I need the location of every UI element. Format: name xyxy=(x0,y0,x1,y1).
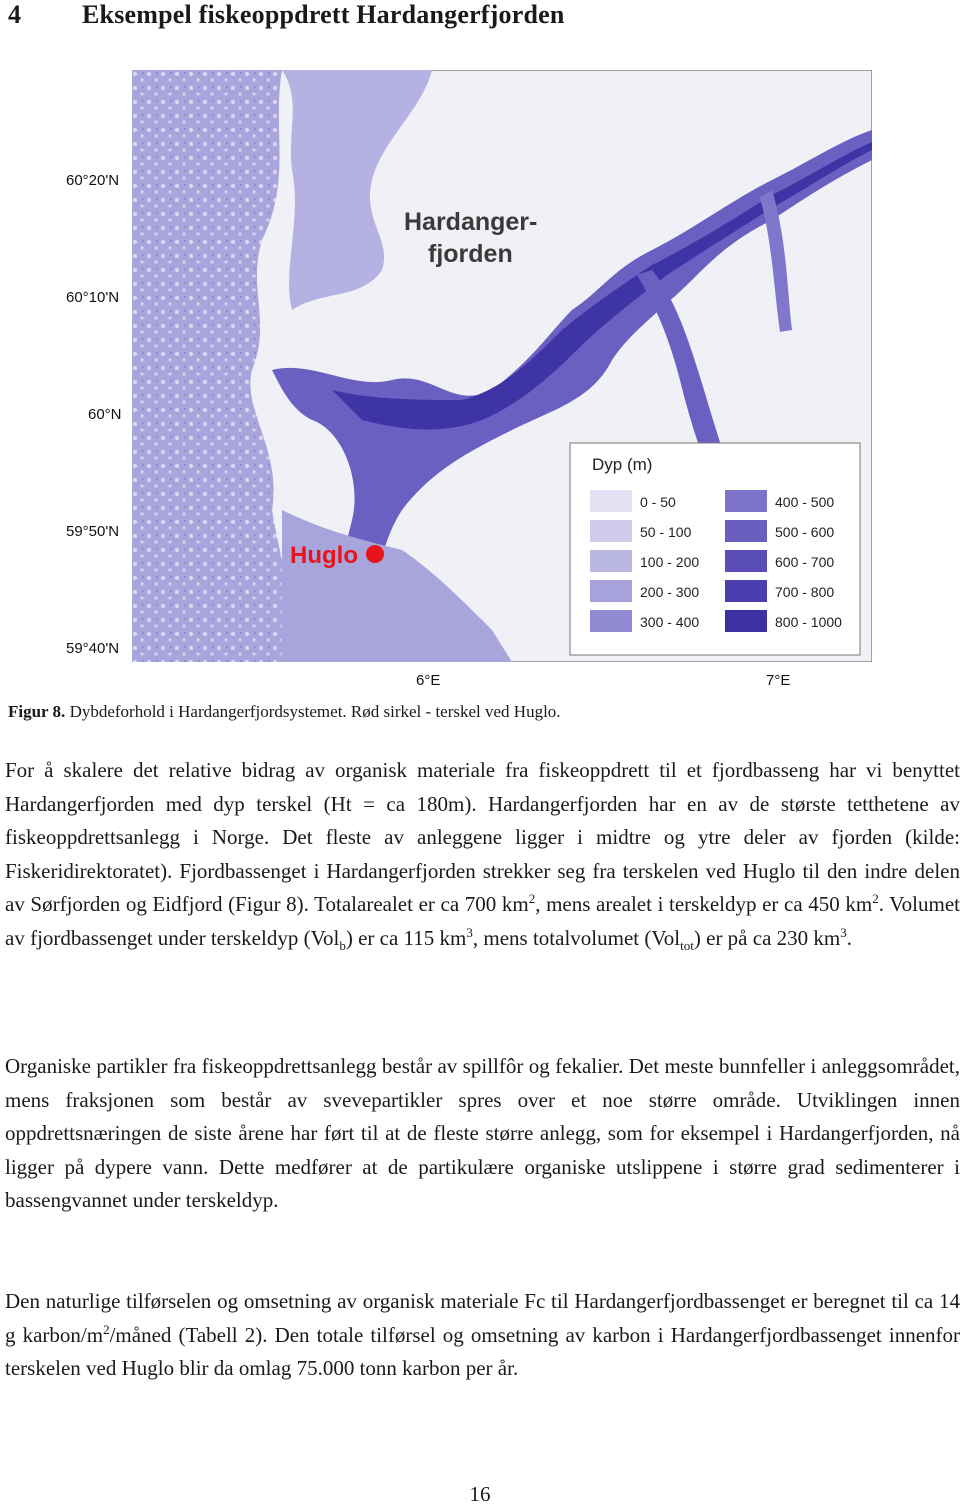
legend-swatch xyxy=(725,520,767,542)
subscript: b xyxy=(339,937,346,953)
caption-label: Figur 8. xyxy=(8,702,66,721)
legend-label: 800 - 1000 xyxy=(775,614,842,630)
superscript: 2 xyxy=(103,1321,110,1337)
text-run: ) er ca 115 km xyxy=(345,925,467,950)
superscript: 3 xyxy=(466,924,473,940)
legend-label: 50 - 100 xyxy=(640,524,692,540)
paragraph-3 xyxy=(5,1285,960,1386)
legend-label: 400 - 500 xyxy=(775,494,835,510)
legend-swatch xyxy=(590,520,632,542)
legend-label: 600 - 700 xyxy=(775,554,835,570)
legend-swatch xyxy=(590,580,632,602)
huglo-marker xyxy=(366,545,384,563)
superscript: 2 xyxy=(528,891,536,906)
figure-caption xyxy=(8,702,561,722)
depth-map xyxy=(132,70,872,662)
section-number: 4 xyxy=(8,0,22,29)
text-run: Den naturlige tilførselen og omsetning av organisk materiale Fc til Hardangerfjordbassenget er beregnet til ca 14 g karbon/m xyxy=(5,1289,960,1347)
paragraph-2: Organiske partikler fra fiskeoppdrettsanlegg består av spillfôr og fekalier. Det meste bunnfeller i anleggsområdet, mens fraksjonen som består av svevepartikler spres over et noe større område. Utviklingen innen oppdrettsnæringen de siste årene har ført til at de fleste større anlegg, som for eksempel i Hardangerfjorden, nå ligger på dypere vann. Dette medfører at de partikulære organiske utslippene i større grad sedimenterer i bassengvannet under terskeldyp. xyxy=(5,1054,960,1212)
lat-label: 60°10'N xyxy=(66,289,120,306)
legend-label: 100 - 200 xyxy=(640,554,700,570)
text-run: , mens totalvolumet (Vol xyxy=(472,925,681,950)
caption-text: Dybdeforhold i Hardangerfjordsystemet. Rød sirkel - terskel ved Huglo. xyxy=(65,702,561,721)
depth-legend xyxy=(570,443,860,655)
lon-label: 6°E xyxy=(416,672,441,689)
legend-label: 0 - 50 xyxy=(640,494,676,510)
text-run: For å skalere det relative bidrag av organisk materiale fra fiskeoppdrett til et fjordbasseng har vi benyttet Hardangerfjorden med dyp terskel (Ht = ca 180m). Hardangerfjorden har en av de største tetthetene av fiskeoppdrettsanlegg i Norge. Det fleste av anleggene ligger i midtre og ytre deler av fjorden (kilde: Fiskeridirektoratet). Fjordbassenget i Hardangerfjorden strekker seg fra terskelen ved Huglo til den indre delen av Sørfjorden og Eidfjord (Figur 8). Totalarealet er ca 700 km xyxy=(5,758,960,916)
map-title-line2: fjorden xyxy=(428,240,513,268)
section-heading xyxy=(8,0,565,30)
legend-label: 700 - 800 xyxy=(775,584,835,600)
legend-label: 500 - 600 xyxy=(775,524,835,540)
subscript: tot xyxy=(680,937,694,953)
legend-swatch xyxy=(590,610,632,632)
paragraph-1 xyxy=(5,754,960,955)
huglo-label: Huglo xyxy=(290,542,358,569)
legend-swatch xyxy=(725,580,767,602)
lat-label: 59°50'N xyxy=(66,523,120,540)
legend-title: Dyp (m) xyxy=(592,455,653,474)
superscript: 3 xyxy=(840,924,847,940)
text-run: ) er på ca 230 km xyxy=(693,925,841,950)
page-number: 16 xyxy=(469,1482,491,1506)
legend-swatch xyxy=(725,610,767,632)
superscript: 2 xyxy=(872,891,879,906)
legend-label: 300 - 400 xyxy=(640,614,700,630)
legend-swatch xyxy=(590,490,632,512)
map-title-line1: Hardanger- xyxy=(404,208,538,236)
lat-label: 59°40'N xyxy=(66,640,120,657)
text-run: . xyxy=(846,925,852,950)
legend-label: 200 - 300 xyxy=(640,584,700,600)
text-run: . Volumet av fjordbassenget under terskeldyp (Vol xyxy=(5,892,960,950)
text-run: , mens arealet i terskeldyp er ca 450 km xyxy=(535,892,873,916)
lon-label: 7°E xyxy=(766,672,791,689)
text-run: /måned (Tabell 2). Den totale tilførsel og omsetning av karbon i Hardangerfjordbassenget innenfor terskelen ved Huglo blir da omlag 75.000 tonn karbon per år. xyxy=(5,1322,960,1380)
legend-swatch xyxy=(725,490,767,512)
figure-8 xyxy=(66,48,880,696)
lat-label: 60°N xyxy=(88,406,122,423)
section-title: Eksempel fiskeoppdrett Hardangerfjorden xyxy=(82,0,565,29)
lat-label: 60°20'N xyxy=(66,172,120,189)
legend-swatch xyxy=(725,550,767,572)
legend-swatch xyxy=(590,550,632,572)
